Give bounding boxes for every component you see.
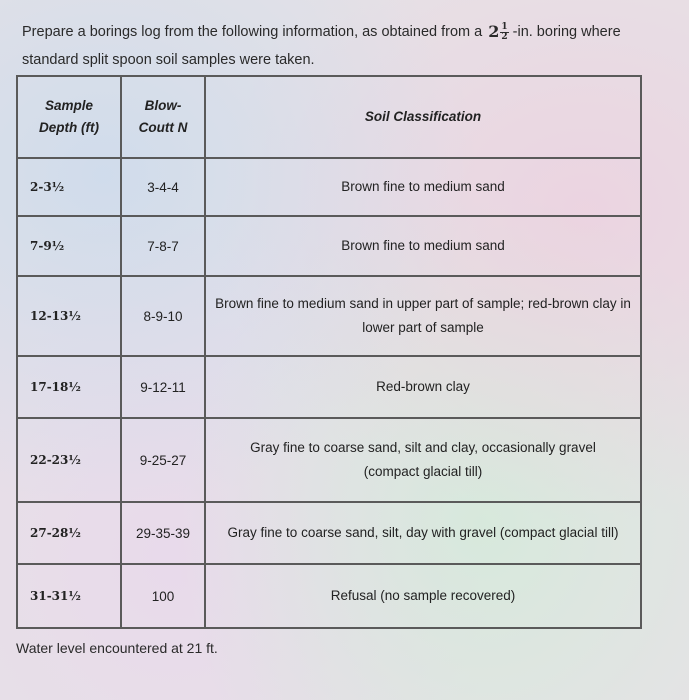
boring-diameter-fraction: 2 $\frac{1}{2}$ [488,21,508,42]
table-header-row [17,76,641,158]
header-blow-count: Blow-Coutt N [121,76,205,158]
blow-count-cell: 9-25-27 [121,418,205,502]
borings-log-table [16,75,642,629]
blow-count-cell: 8-9-10 [121,276,205,356]
soil-classification-cell: Refusal (no sample recovered) [205,564,641,628]
header-soil-classification: Soil Classification [205,76,641,158]
blow-count-cell: 3-4-4 [121,158,205,216]
blow-count-cell: 29-35-39 [121,502,205,564]
table-row [17,158,641,216]
problem-statement [22,18,662,74]
soil-classification-cell: Red-brown clay [205,356,641,418]
soil-classification-cell: Gray fine to coarse sand, silt, day with gravel (compact glacial till) [205,502,641,564]
depth-cell: 12-13½ [17,276,121,356]
blow-count-cell: 9-12-11 [121,356,205,418]
table-row [17,564,641,628]
blow-count-cell: 7-8-7 [121,216,205,276]
depth-cell: 31-31½ [17,564,121,628]
soil-classification-cell: Gray fine to coarse sand, silt and clay, occasionally gravel (compact glacial till) [205,418,641,502]
soil-classification-cell: Brown fine to medium sand in upper part of sample; red-brown clay in lower part of sample [205,276,641,356]
depth-cell: 7-9½ [17,216,121,276]
intro-text-before: Prepare a borings log from the following information, as obtained from a [22,24,483,40]
depth-cell: 2-3½ [17,158,121,216]
depth-cell: 27-28½ [17,502,121,564]
soil-classification-cell: Brown fine to medium sand [205,216,641,276]
table-row [17,502,641,564]
intro-text-after: -in. boring where standard split spoon soil samples were taken. [22,24,621,69]
soil-classification-cell: Brown fine to medium sand [205,158,641,216]
table-row [17,276,641,356]
table-row [17,216,641,276]
blow-count-cell: 100 [121,564,205,628]
depth-cell: 22-23½ [17,418,121,502]
table-row [17,356,641,418]
water-level-note: Water level encountered at 21 ft. [16,640,218,656]
table-row [17,418,641,502]
depth-cell: 17-18½ [17,356,121,418]
header-sample-depth: Sample Depth (ft) [17,76,121,158]
